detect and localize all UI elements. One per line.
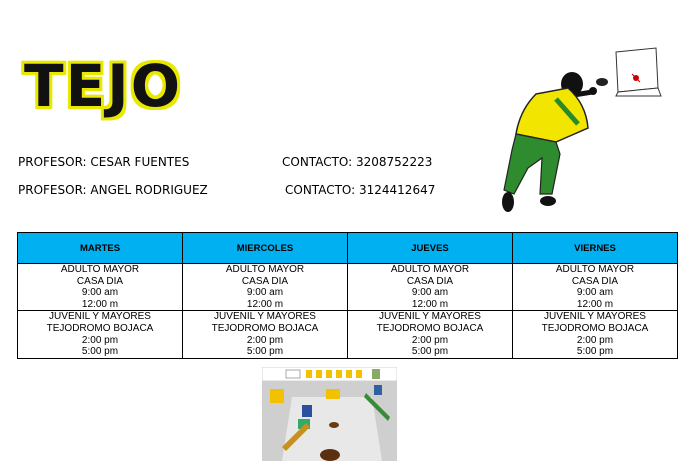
schedule-cell [18, 264, 183, 311]
cell-line: ADULTO MAYOR [60, 264, 140, 275]
schedule-cell [513, 311, 678, 358]
tejo-board-icon [616, 48, 661, 96]
tejo-disc-icon [596, 78, 608, 86]
cell-line: TEJODROMO BOJACA [211, 322, 319, 334]
cell-line: 12:00 m [411, 298, 449, 310]
cell-line: JUVENIL Y MAYORES [544, 311, 646, 323]
cell-line: ADULTO MAYOR [390, 264, 470, 275]
cell-line: 9:00 am [246, 287, 284, 299]
cell-line: CASA DIA [241, 275, 289, 287]
schedule-cell [183, 311, 348, 358]
cell-line: CASA DIA [76, 275, 124, 287]
teacher-1-name: PROFESOR: CESAR FUENTES [18, 155, 190, 169]
schedule-header-row [18, 233, 678, 264]
schedule-cell [348, 264, 513, 311]
cell-line: JUVENIL Y MAYORES [214, 311, 316, 323]
schedule-row-juvenil [18, 311, 678, 358]
header-viernes: VIERNES [513, 233, 678, 264]
cell-line: 5:00 pm [411, 346, 449, 358]
header-jueves: JUEVES [348, 233, 513, 264]
cell-line: ADULTO MAYOR [225, 264, 305, 275]
cell-line: 2:00 pm [81, 334, 119, 346]
cell-line: 9:00 am [411, 287, 449, 299]
cell-line: 12:00 m [576, 298, 614, 310]
cell-line: 9:00 am [576, 287, 614, 299]
schedule-row-adulto [18, 264, 678, 311]
cell-line: 2:00 pm [246, 334, 284, 346]
schedule-cell [18, 311, 183, 358]
schedule-cell [348, 311, 513, 358]
cell-line: 12:00 m [246, 298, 284, 310]
cell-line: 5:00 pm [576, 346, 614, 358]
cell-line: CASA DIA [571, 275, 619, 287]
cell-line: 2:00 pm [576, 334, 614, 346]
cell-line: ADULTO MAYOR [555, 264, 635, 275]
header-miercoles: MIERCOLES [183, 233, 348, 264]
teacher-2-name: PROFESOR: ANGEL RODRIGUEZ [18, 183, 208, 197]
cell-line: TEJODROMO BOJACA [541, 322, 649, 334]
tejo-player-illustration [496, 44, 671, 222]
teacher-1-contact: CONTACTO: 3208752223 [282, 155, 433, 169]
cell-line: JUVENIL Y MAYORES [49, 311, 151, 323]
cell-line: JUVENIL Y MAYORES [379, 311, 481, 323]
teacher-2-contact: CONTACTO: 3124412647 [285, 183, 436, 197]
player-figure [502, 72, 597, 212]
cell-line: 9:00 am [81, 287, 119, 299]
schedule-cell [513, 264, 678, 311]
cell-line: CASA DIA [406, 275, 454, 287]
cell-line: 12:00 m [81, 298, 119, 310]
cell-line: 5:00 pm [246, 346, 284, 358]
schedule-cell [183, 264, 348, 311]
cell-line: 5:00 pm [81, 346, 119, 358]
schedule-table [17, 232, 678, 359]
cell-line: 2:00 pm [411, 334, 449, 346]
cell-line: TEJODROMO BOJACA [376, 322, 484, 334]
cell-line: TEJODROMO BOJACA [46, 322, 154, 334]
header-martes: MARTES [18, 233, 183, 264]
page-title: TEJO [24, 52, 183, 120]
tejo-game-screenshot [262, 367, 397, 461]
